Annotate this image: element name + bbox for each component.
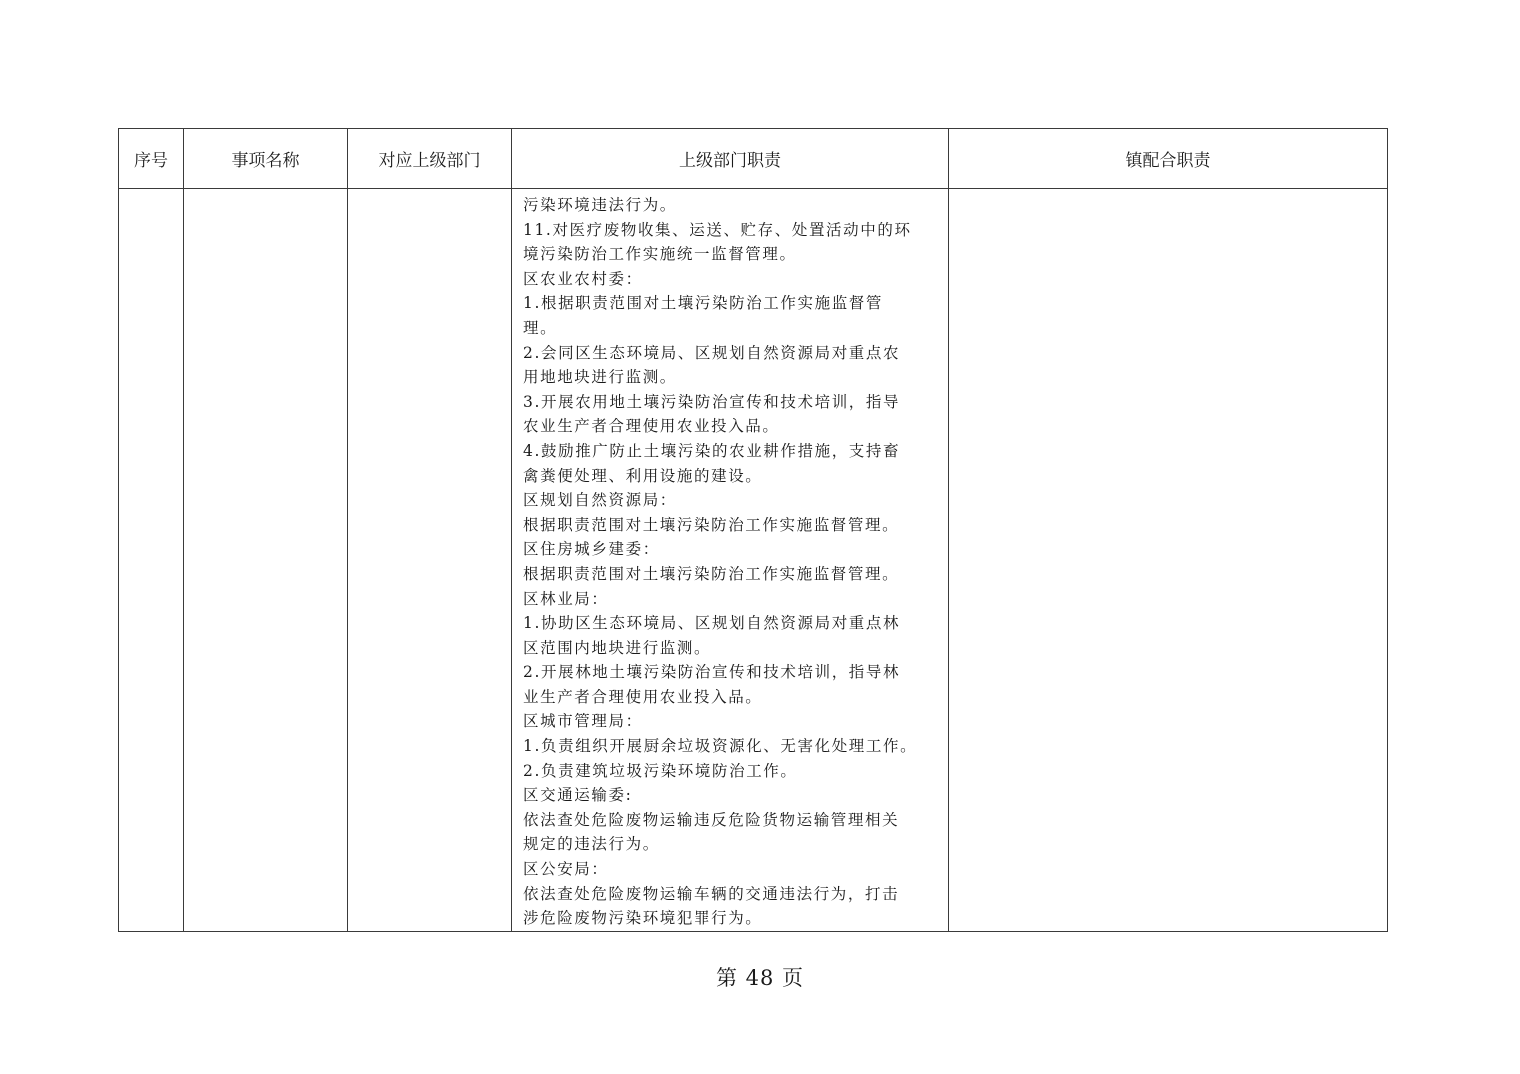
cell-superior-duties — [512, 189, 949, 932]
duty-line: 2.负责建筑垃圾污染环境防治工作。 — [523, 761, 798, 780]
header-seq: 序号 — [119, 129, 184, 189]
duty-line: 4.鼓励推广防止土壤污染的农业耕作措施，支持畜 — [523, 441, 901, 460]
duty-line: 依法查处危险废物运输车辆的交通违法行为，打击 — [523, 884, 900, 903]
duty-line: 区范围内地块进行监测。 — [523, 638, 712, 657]
duty-line: 根据职责范围对土壤污染防治工作实施监督管理。 — [523, 564, 900, 583]
duty-line: 农业生产者合理使用农业投入品。 — [523, 417, 780, 436]
duty-line: 用地地块进行监测。 — [523, 368, 677, 387]
duty-line: 1.负责组织开展厨余垃圾资源化、无害化处理工作。 — [523, 737, 918, 756]
cell-seq — [119, 189, 184, 932]
table-header-row — [119, 129, 1388, 189]
header-town-duties: 镇配合职责 — [949, 129, 1388, 189]
duty-line: 区住房城乡建委： — [523, 540, 660, 559]
cell-item-name — [184, 189, 348, 932]
duties-table — [118, 128, 1388, 932]
duty-line: 禽粪便处理、利用设施的建设。 — [523, 466, 763, 485]
duty-line: 理。 — [523, 318, 558, 337]
duty-line: 2.开展林地土壤污染防治宣传和技术培训，指导林 — [523, 663, 901, 682]
duty-line: 2.会同区生态环境局、区规划自然资源局对重点农 — [523, 343, 901, 362]
superior-duties-text — [512, 189, 948, 931]
duty-line: 依法查处危险废物运输违反危险货物运输管理相关 — [523, 810, 900, 829]
duty-line: 根据职责范围对土壤污染防治工作实施监督管理。 — [523, 515, 900, 534]
header-item-name: 事项名称 — [184, 129, 348, 189]
cell-superior-dept — [348, 189, 512, 932]
duty-line: 区规划自然资源局： — [523, 491, 677, 510]
header-superior-duties: 上级部门职责 — [512, 129, 949, 189]
duty-line: 11.对医疗废物收集、运送、贮存、处置活动中的环 — [523, 220, 912, 239]
duty-line: 境污染防治工作实施统一监督管理。 — [523, 245, 797, 264]
duty-line: 区公安局： — [523, 860, 609, 879]
duty-line: 区交通运输委: — [523, 786, 633, 805]
duty-line: 区城市管理局： — [523, 712, 643, 731]
duty-line: 1.协助区生态环境局、区规划自然资源局对重点林 — [523, 614, 901, 633]
duty-line: 污染环境违法行为。 — [523, 196, 677, 214]
header-superior-dept: 对应上级部门 — [348, 129, 512, 189]
page-number: 第 48 页 — [715, 966, 805, 990]
duty-line: 3.开展农用地土壤污染防治宣传和技术培训，指导 — [523, 392, 901, 411]
duty-line: 业生产者合理使用农业投入品。 — [523, 687, 763, 706]
duty-line: 涉危险废物污染环境犯罪行为。 — [523, 909, 763, 928]
table-row — [119, 189, 1388, 932]
duty-line: 规定的违法行为。 — [523, 835, 660, 854]
duty-line: 区农业农村委： — [523, 269, 643, 288]
duty-line: 区林业局： — [523, 589, 609, 608]
cell-town-duties — [949, 189, 1388, 932]
duty-line: 1.根据职责范围对土壤污染防治工作实施监督管 — [523, 294, 883, 313]
